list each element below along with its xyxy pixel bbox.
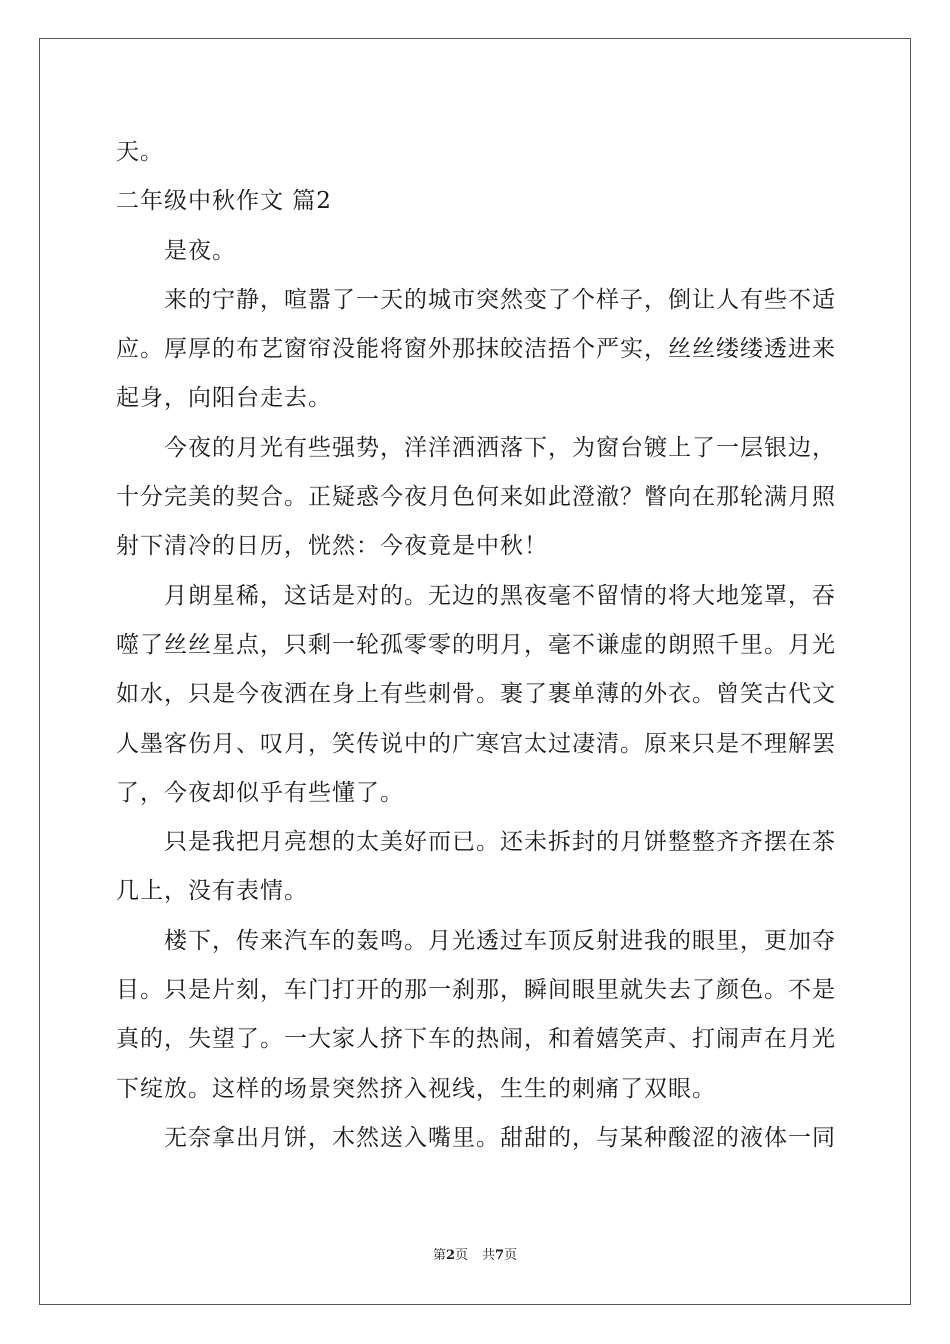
- text-line: 十分完美的契合。正疑惑今夜月色何来如此澄澈？瞥向在那轮满月照: [116, 484, 836, 511]
- essay-heading: 二年级中秋作文 篇2: [116, 188, 332, 215]
- page-suffix: 页: [454, 1248, 468, 1263]
- paragraph-line: 无奈拿出月饼，木然送入嘴里。甜甜的，与某种酸涩的液体一同: [164, 1124, 836, 1151]
- paragraph-line: 月朗星稀，这话是对的。无边的黑夜毫不留情的将大地笼罩，吞: [164, 582, 836, 609]
- text-line: 射下清冷的日历，恍然：今夜竟是中秋！: [116, 533, 548, 560]
- paragraph-line: 只是我把月亮想的太美好而已。还未拆封的月饼整整齐齐摆在茶: [164, 829, 836, 856]
- paragraph-line: 今夜的月光有些强势，洋洋洒洒落下，为窗台镀上了一层银边，: [164, 434, 836, 461]
- text-line: 起身，向阳台走去。: [116, 385, 332, 412]
- page-prefix: 第: [432, 1248, 446, 1263]
- total-prefix: 共: [482, 1248, 496, 1263]
- total-pages: 7: [495, 1248, 505, 1263]
- text-line: 应。厚厚的布艺窗帘没能将窗外那抹皎洁捂个严实，丝丝缕缕透进来: [116, 336, 836, 363]
- text-line: 真的，失望了。一大家人挤下车的热闹，和着嬉笑声、打闹声在月光: [116, 1026, 836, 1053]
- text-line: 下绽放。这样的场景突然挤入视线，生生的刺痛了双眼。: [116, 1075, 716, 1102]
- document-body: [116, 128, 836, 1163]
- text-line: 目。只是片刻，车门打开的那一刹那，瞬间眼里就失去了颜色。不是: [116, 977, 836, 1004]
- page-number: 2: [445, 1248, 455, 1263]
- paragraph-line: 楼下，传来汽车的轰鸣。月光透过车顶反射进我的眼里，更加夺: [164, 927, 836, 954]
- text-line: 天。: [116, 139, 164, 165]
- text-line: 了，今夜却似乎有些懂了。: [116, 779, 404, 806]
- text-line: 噬了丝丝星点，只剩一轮孤零零的明月，毫不谦虚的朗照千里。月光: [116, 631, 836, 658]
- page-footer: [0, 1244, 950, 1263]
- text-line: 几上，没有表情。: [116, 878, 308, 905]
- paragraph-line: 是夜。: [164, 237, 236, 264]
- total-suffix: 页: [504, 1248, 518, 1263]
- text-line: 如水，只是今夜洒在身上有些刺骨。裹了裹单薄的外衣。曾笑古代文: [116, 681, 836, 708]
- text-line: 人墨客伤月、叹月，笑传说中的广寒宫太过凄清。原来只是不理解罢: [116, 730, 836, 757]
- paragraph-line: 来的宁静，喧嚣了一天的城市突然变了个样子，倒让人有些不适: [164, 286, 836, 313]
